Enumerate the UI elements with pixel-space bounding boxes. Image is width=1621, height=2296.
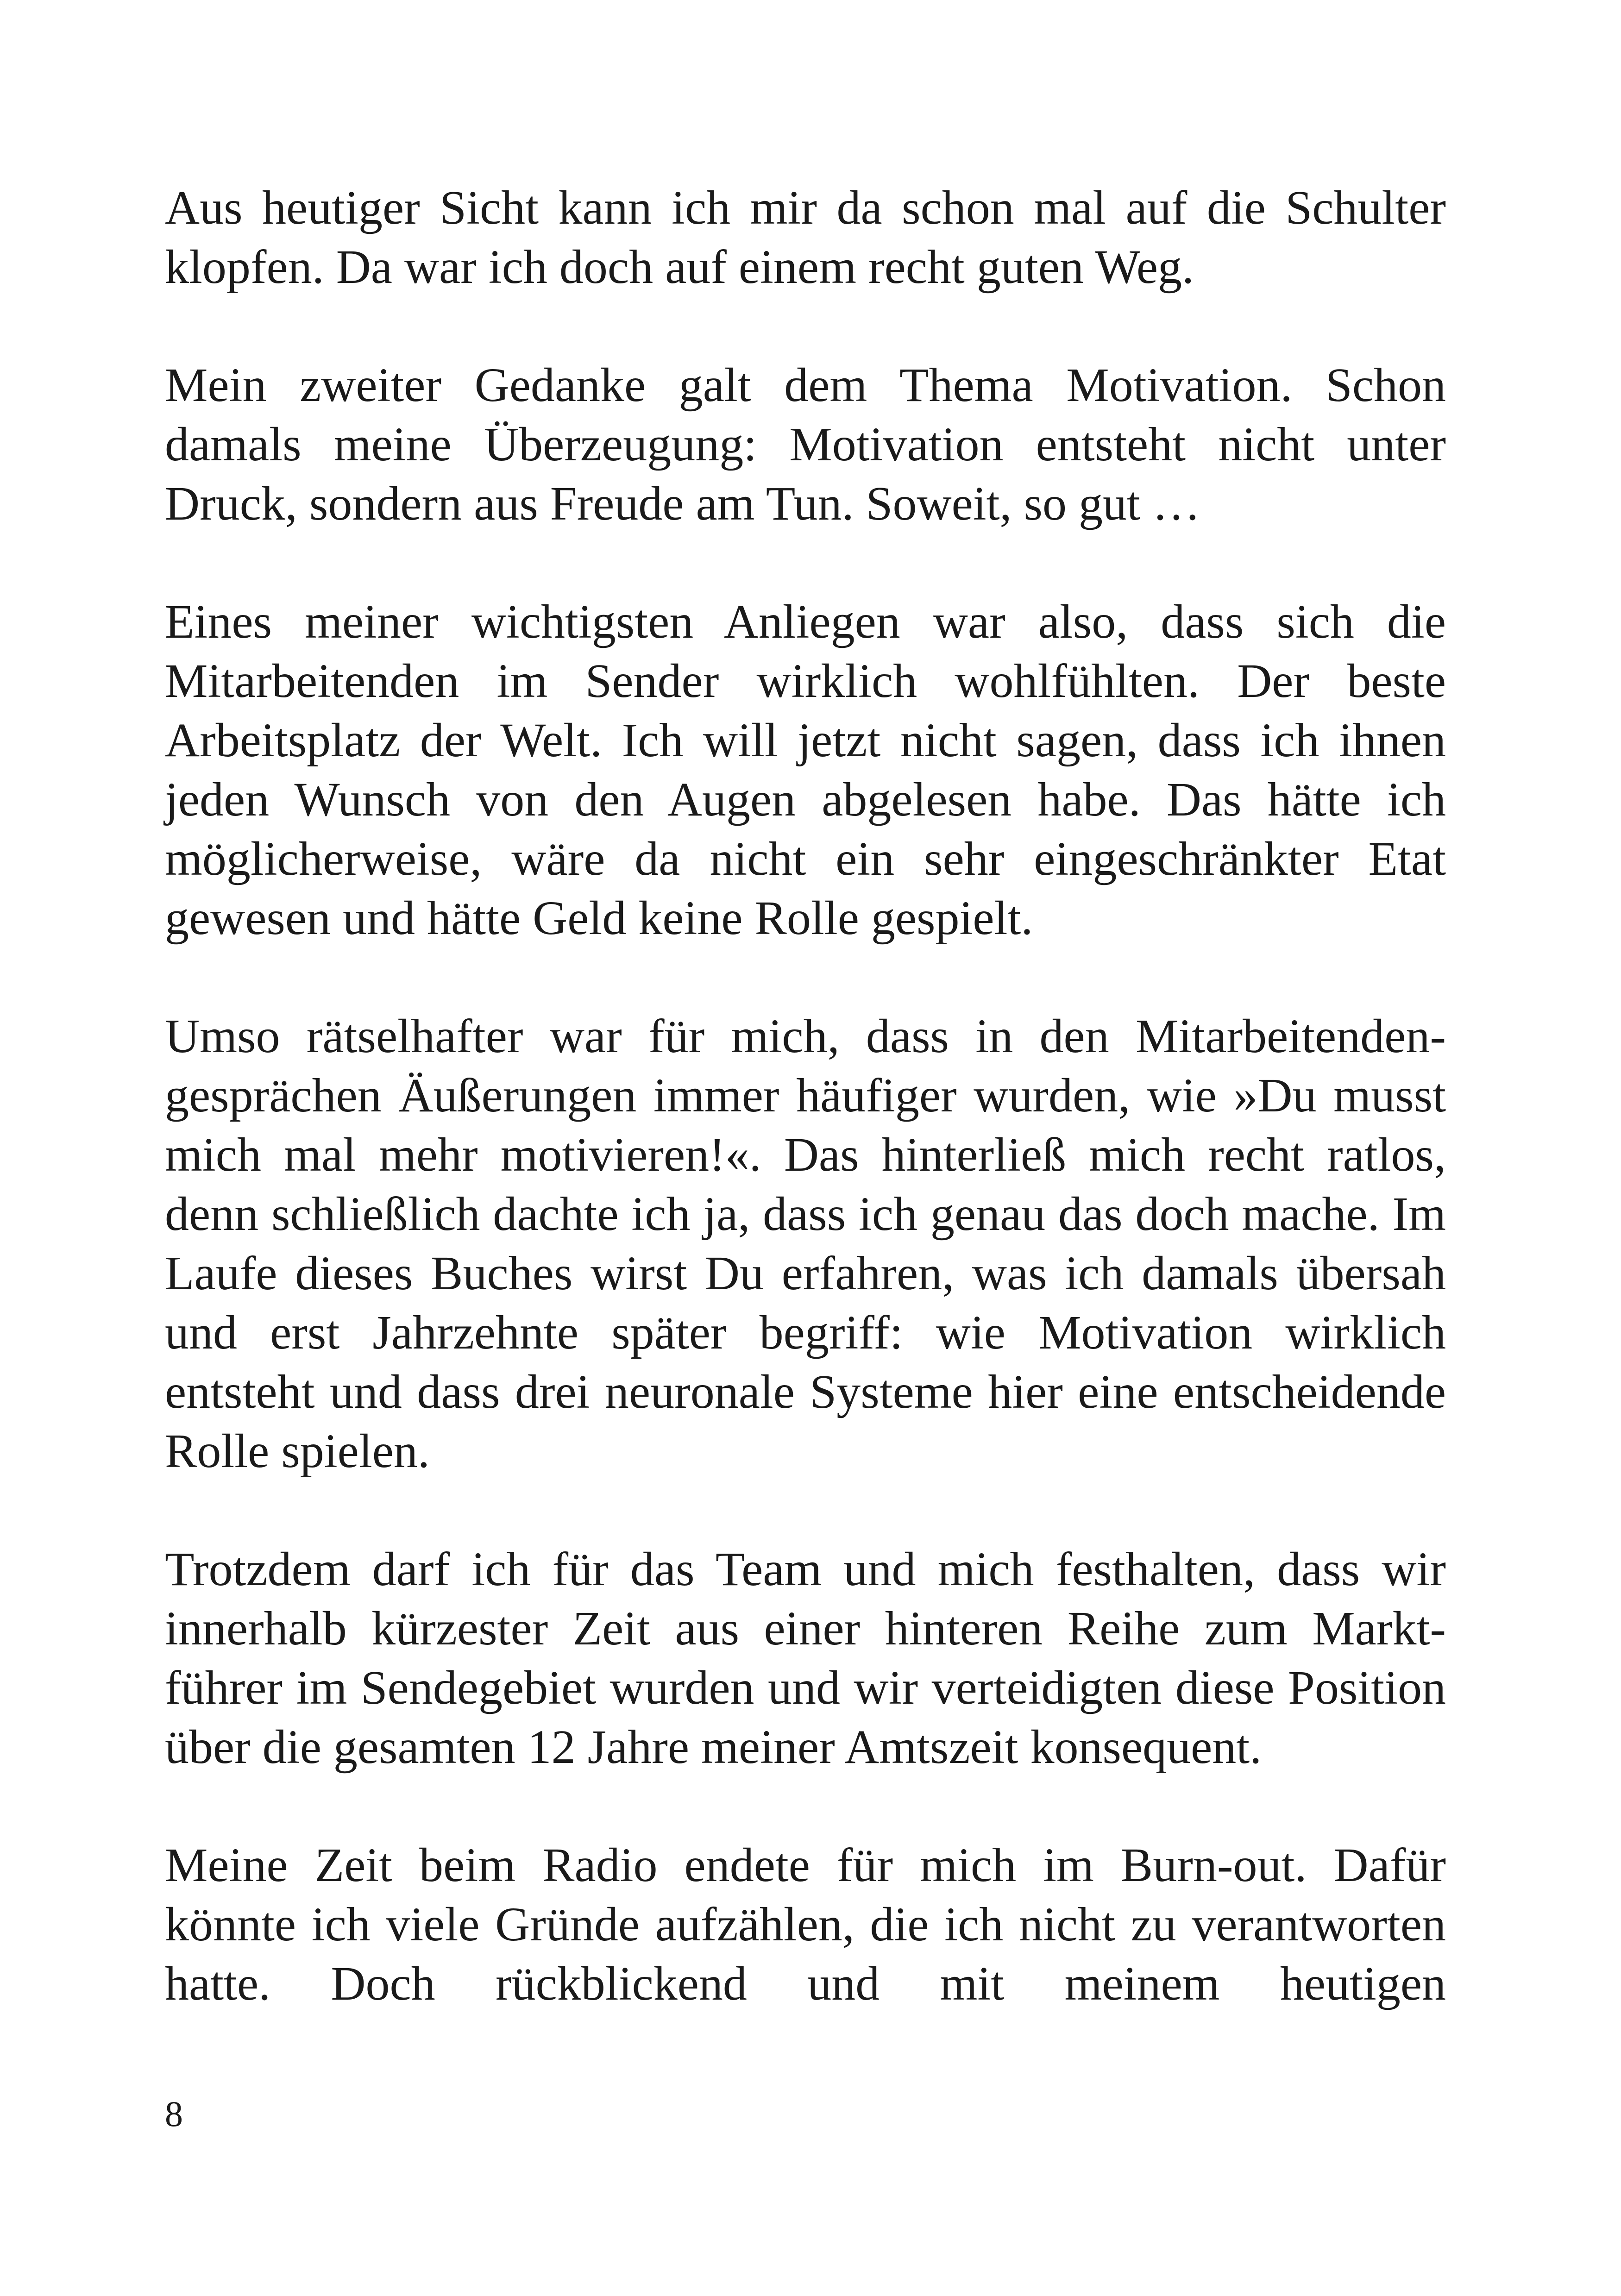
paragraph-5: Trotzdem darf ich für das Team und mich festhalten, dass wir innerhalb kürzester Zeit aus einer hinteren Reihe zum Marktführer im Sendegebiet wurden und wir verteidigten diese Position über die gesamten 12 Jahre meiner Amtszeit konsequent. — [165, 1543, 1446, 1774]
paragraph-1: Aus heutiger Sicht kann ich mir da schon mal auf die Schulter klopfen. Da war ich doch auf einem recht guten Weg. — [165, 181, 1446, 294]
paragraph-3: Eines meiner wichtigsten Anliegen war also, dass sich die Mitarbeitenden im Sender wirklich wohlfühlten. Der beste Arbeitsplatz der Welt. Ich will jetzt nicht sagen, dass ich ihnen jeden Wunsch von den Augen abgelesen habe. Das hätte ich möglicherweise, wäre da nicht ein sehr eingeschränkter Etat gewesen und hätte Geld keine Rolle gespielt. — [165, 595, 1446, 945]
page-number: 8 — [165, 2094, 183, 2134]
paragraph-6: Meine Zeit beim Radio endete für mich im Burn-out. Dafür könnte ich viele Gründe aufzählen, die ich nicht zu verantworten hatte. Doch rückblickend und mit meinem heutigen — [165, 1838, 1446, 2010]
paragraph-2: Mein zweiter Gedanke galt dem Thema Motivation. Schon damals meine Überzeugung: Motivation entsteht nicht unter Druck, sondern aus Freude am Tun. Soweit, so gut … — [165, 358, 1446, 530]
body-text — [165, 178, 1446, 2072]
paragraph-4: Umso rätselhafter war für mich, dass in den Mitarbeitendengesprächen Äußerungen immer häufiger wurden, wie »Du musst mich mal mehr motivieren!«. Das hinterließ mich recht ratlos, denn schließlich dachte ich ja, dass ich genau das doch mache. Im Laufe dieses Buches wirst Du erfahren, was ich damals übersah und erst Jahrzehnte später begriff: wie Motivation wirklich entsteht und dass drei neuronale Systeme hier eine entscheidende Rolle spielen. — [165, 1010, 1446, 1478]
